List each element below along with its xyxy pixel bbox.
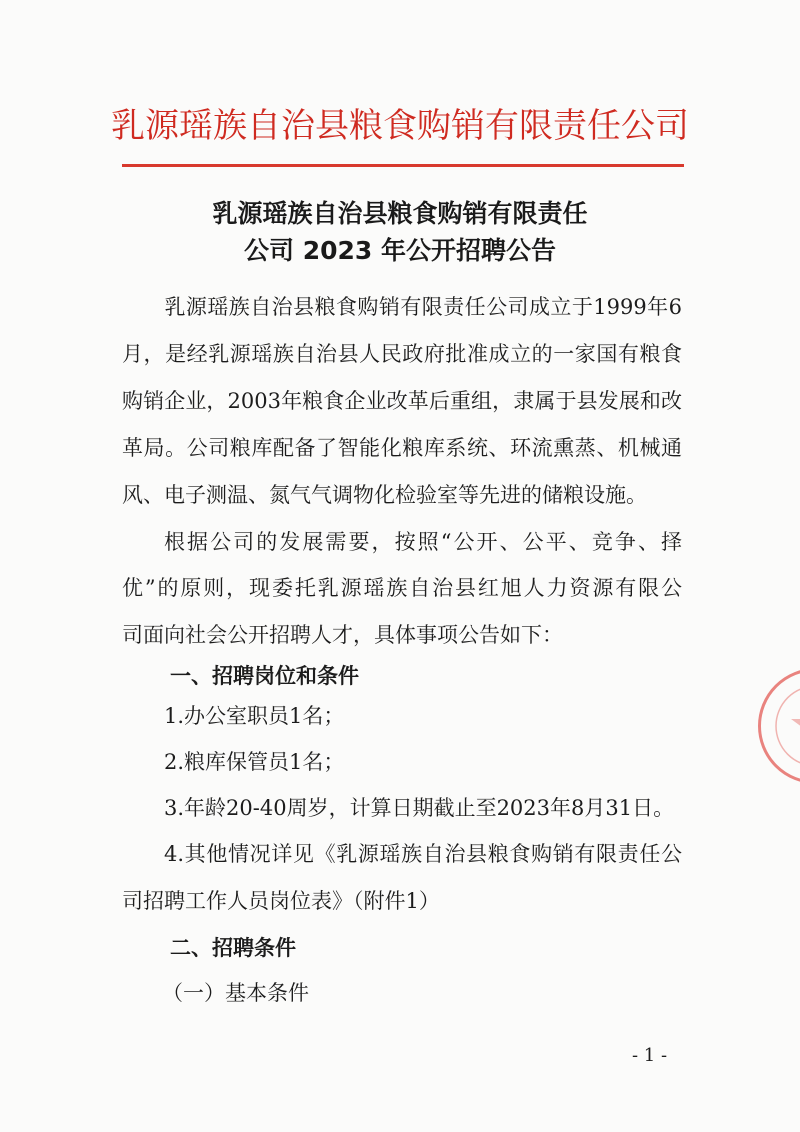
intro-line: 革局。公司粮库配备了智能化粮库系统、环流熏蒸、机械通 (122, 436, 682, 460)
page-number: - 1 - (632, 1045, 668, 1066)
purpose-line: 司面向社会公开招聘人才，具体事项公告如下： (122, 623, 563, 647)
letterhead-rule (122, 164, 684, 167)
intro-line: 风、电子测温、氮气气调物化检验室等先进的储粮设施。 (122, 483, 647, 507)
official-seal (758, 668, 800, 784)
section-heading: 二、招聘条件 (170, 936, 296, 960)
purpose-line: 优”的原则，现委托乳源瑶族自治县红旭人力资源有限公 (122, 576, 682, 600)
intro-line: 购销企业，2003年粮食企业改革后重组，隶属于县发展和改 (122, 389, 682, 413)
intro-line: 乳源瑶族自治县粮食购销有限责任公司成立于1999年6 (164, 295, 682, 319)
letterhead: 乳源瑶族自治县粮食购销有限责任公司 (111, 106, 689, 146)
bleed-through-text (130, 168, 544, 194)
intro-line: 月，是经乳源瑶族自治县人民政府批准成立的一家国有粮食 (122, 342, 682, 366)
section-heading: 一、招聘岗位和条件 (170, 664, 359, 688)
list-item: 4.其他情况详见《乳源瑶族自治县粮食购销有限责任公 (164, 842, 682, 866)
purpose-line: 根据公司的发展需要，按照“公开、公平、竞争、择 (164, 530, 682, 554)
seal-icon (761, 671, 800, 781)
list-item: 2.粮库保管员1名； (164, 750, 345, 774)
list-item: 1.办公室职员1名； (164, 704, 345, 728)
list-item: 司招聘工作人员岗位表》（附件1） (122, 889, 440, 913)
doc-title-line-2: 公司 2023 年公开招聘公告 (244, 236, 556, 265)
subsection-heading: （一）基本条件 (162, 981, 309, 1005)
doc-title-line-1: 乳源瑶族自治县粮食购销有限责任 (212, 199, 588, 228)
list-item: 3.年龄20-40周岁，计算日期截止至2023年8月31日。 (164, 796, 675, 820)
